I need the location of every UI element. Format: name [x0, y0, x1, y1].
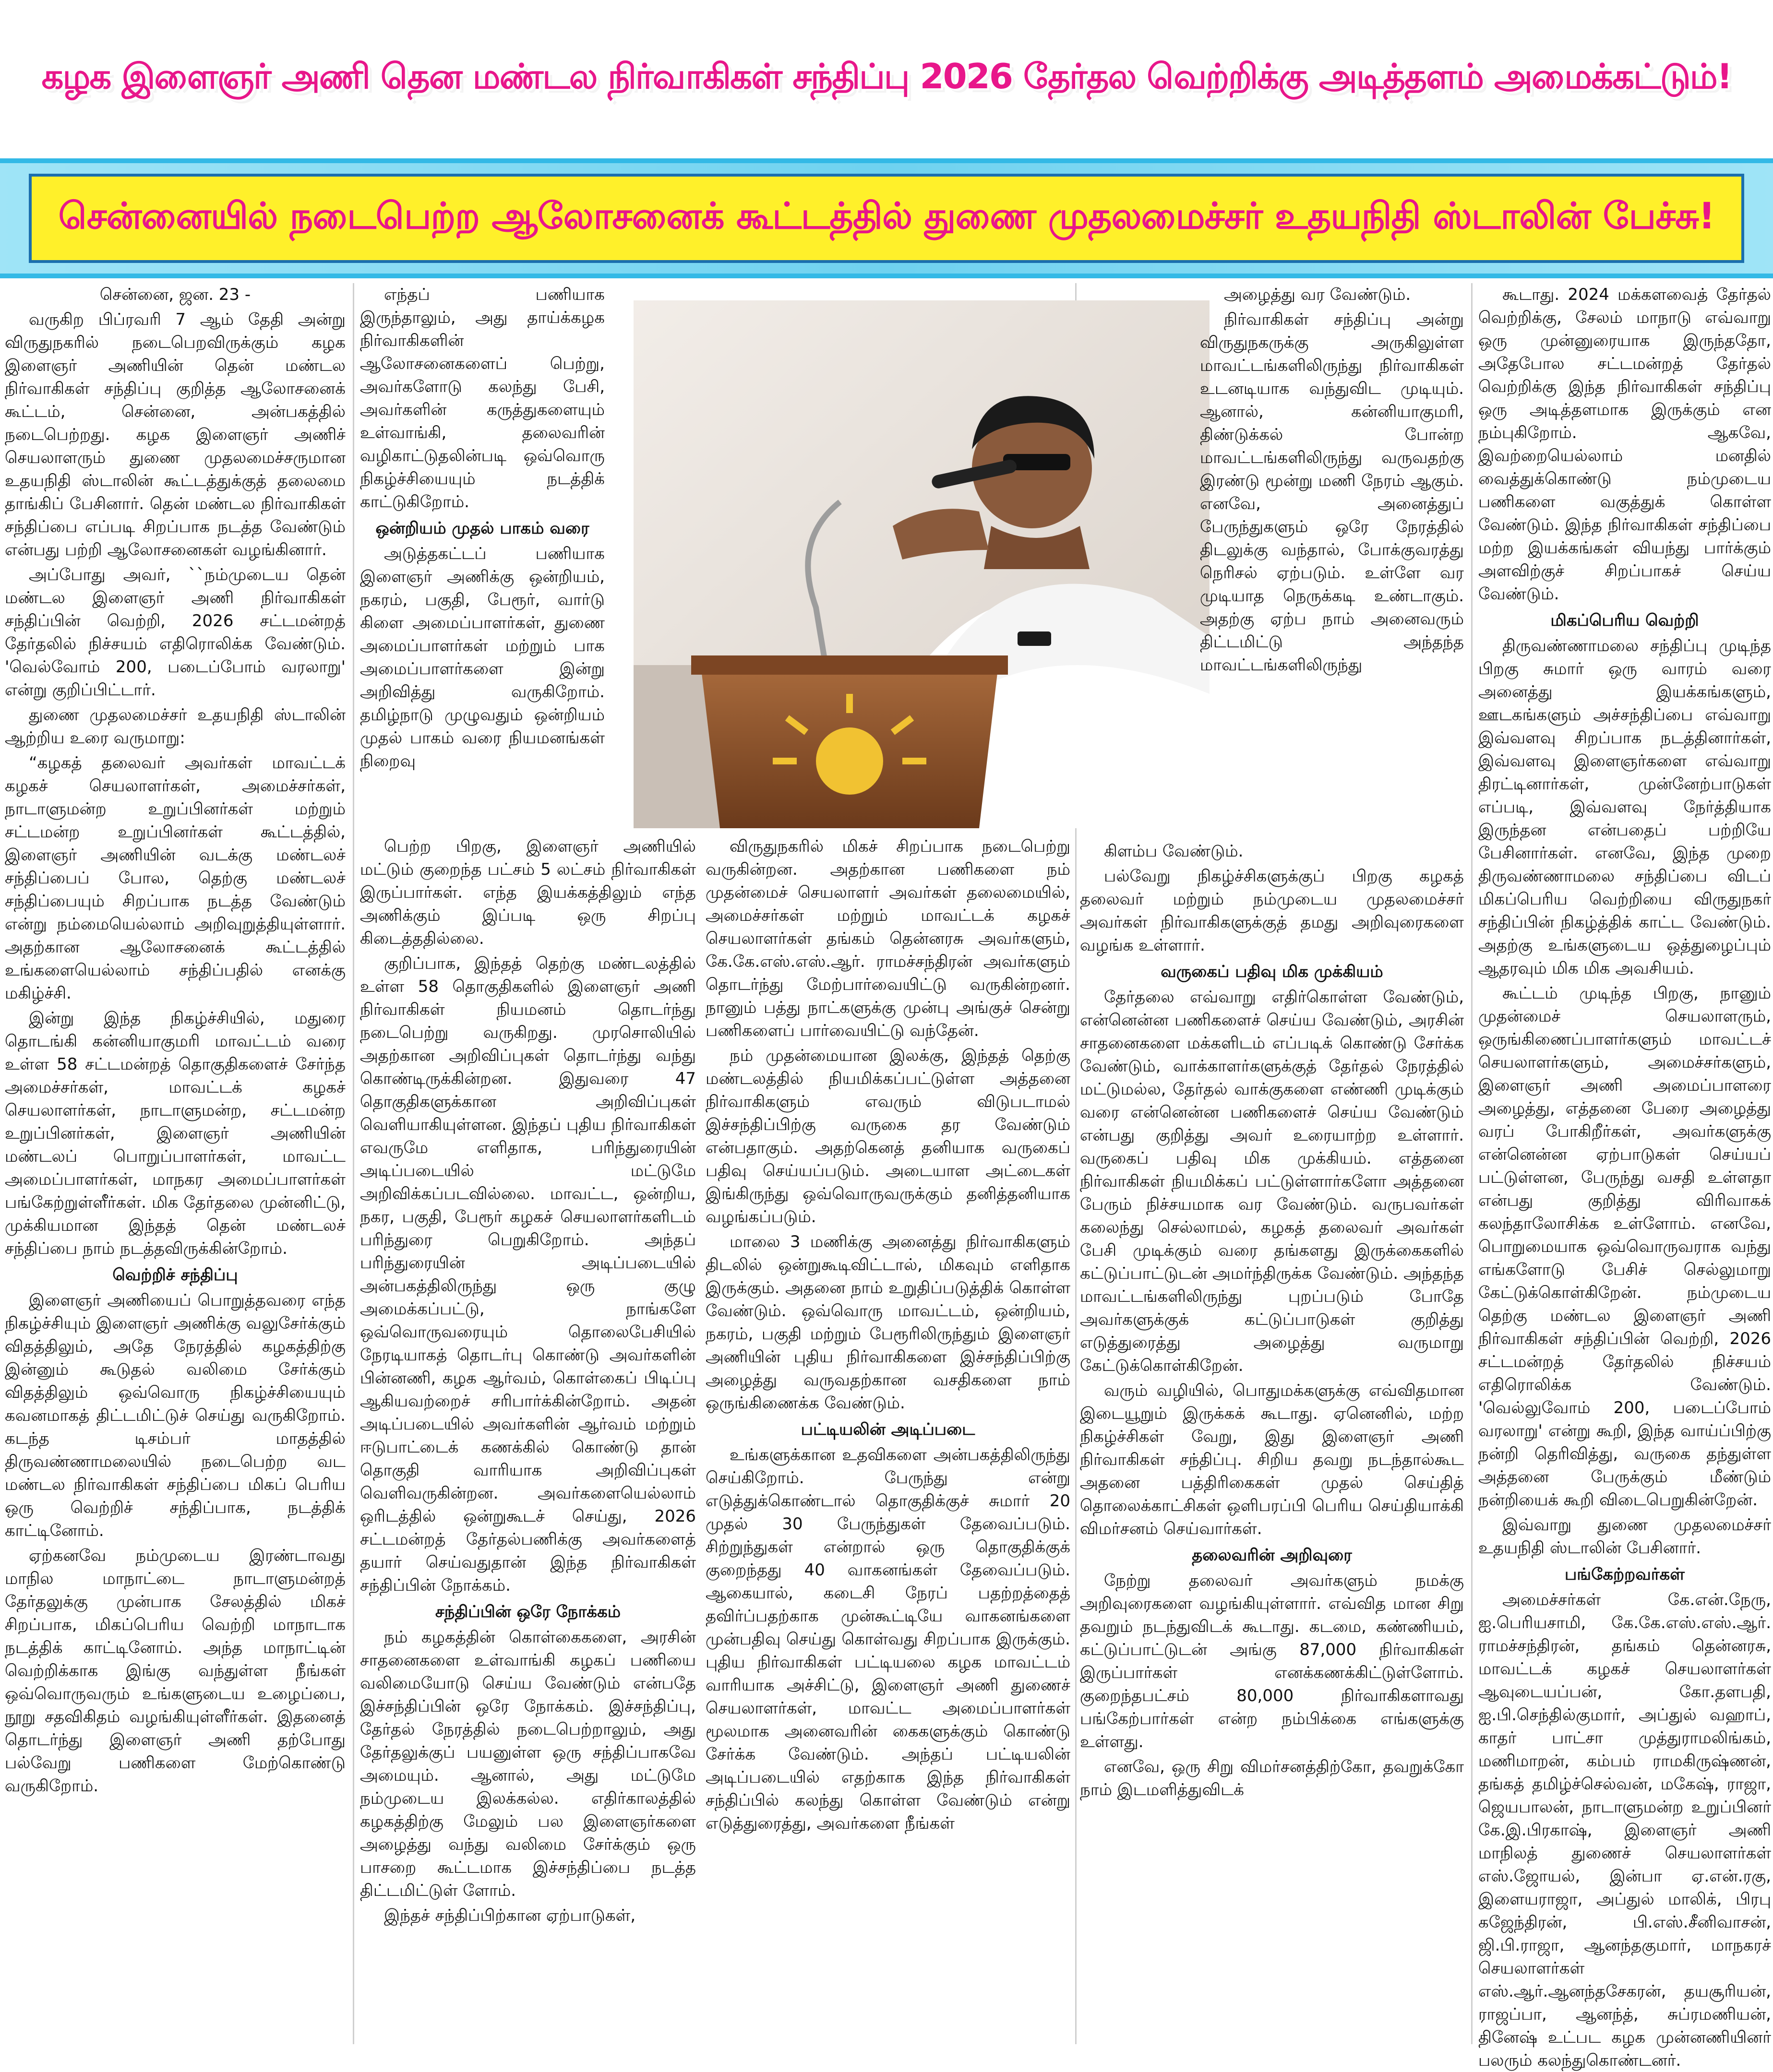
paragraph: பல்வேறு நிகழ்ச்சிகளுக்குப் பிறகு கழகத் தலைவர் மற்றும் நம்முடைய முதலமைச்சர் அவர்கள் நிர்வாகிகளுக்குத் தமது அறிவுரைகளை வழங்க உள்ளார்.: [1080, 867, 1464, 955]
paragraph: மாலை 3 மணிக்கு அனைத்து நிர்வாகிகளும் திடலில் ஒன்றுகூடிவிட்டால், மிகவும் எளிதாக இருக்கும். அதனை நாம் உறுதிப்படுத்திக் கொள்ள வேண்டும். ஒவ்வொரு மாவட்டம், ஒன்றியம், நகரம், பகுதி மற்றும் பேரூரிலிருந்தும் இளைஞர் அணியின் புதிய நிர்வாகிகளை இச்சந்திப்பிற்கு அழைத்து வருவதற்கான வசதிகளை நாம் ஒருங்கிணைக்க வேண்டும்.: [706, 1232, 1070, 1413]
subheadline: சென்னையில் நடைபெற்ற ஆலோசனைக் கூட்டத்தில் துணை முதலமைச்சர் உதயநிதி ஸ்டாலின் பேச்சு!: [58, 194, 1715, 237]
subheadline-frame: [0, 158, 1773, 278]
paragraph: இவ்வாறு துணை முதலமைச்சர் உதயநிதி ஸ்டாலின் பேசினார்.: [1478, 1515, 1771, 1558]
article-column-1: [5, 283, 346, 2044]
paragraph: அடுத்தகட்டப் பணியாக இளைஞர் அணிக்கு ஒன்றியம், நகரம், பகுதி, பேரூர், வார்டு கிளை அமைப்பாளர்கள், துணை அமைப்பாளர்கள் மற்றும் பாக அமைப்பாளர்களை இன்று அறிவித்து வருகிறோம். தமிழ்நாடு முழுவதும் ஒன்றியம் முதல் பாகம் வரை நியமனங்கள் நிறைவு: [360, 544, 605, 771]
paragraph: நம் முதன்மையான இலக்கு, இந்தத் தெற்கு மண்டலத்தில் நியமிக்கப்பட்டுள்ள அத்தனை நிர்வாகிகளும் எவரும் விடுபடாமல் இச்சந்திப்பிற்கு வருகை தர வேண்டும் என்பதாகும். அதற்கெனத் தனியாக வருகைப் பதிவு செய்யப்படும். அடையாள அட்டைகள் இங்கிருந்து ஒவ்வொருவருக்கும் தனித்தனியாக வழங்கப்படும்.: [706, 1046, 1070, 1227]
paragraph: “கழகத் தலைவர் அவர்கள் மாவட்டக் கழகச் செயலாளர்கள், அமைச்சர்கள், நாடாளுமன்ற உறுப்பினர்கள் மற்றும் சட்டமன்ற உறுப்பினர்கள் கூட்டத்தில், இளைஞர் அணியின் வடக்கு மண்டலச் சந்திப்பைப் போல, தெற்கு மண்டலச் சந்திப்பையும் சிறப்பாக நடத்த வேண்டும் என்று நம்மையெல்லாம் அறிவுறுத்தியுள்ளார். அதற்கான ஆலோசனைக் கூட்டத்தில் உங்களையெல்லாம் சந்திப்பதில் எனக்கு மகிழ்ச்சி.: [5, 753, 346, 1003]
paragraph: இன்று இந்த நிகழ்ச்சியில், மதுரை தொடங்கி கன்னியாகுமரி மாவட்டம் வரை உள்ள 58 சட்டமன்றத் தொகுதிகளைச் சேர்ந்த அமைச்சர்கள், மாவட்டக் கழகச் செயலாளர்கள், நாடாளுமன்ற, சட்டமன்ற உறுப்பினர்கள், இளைஞர் அணியின் மண்டலப் பொறுப்பாளர்கள், மாவட்ட அமைப்பாளர்கள், மாநகர அமைப்பாளர்கள் பங்கேற்றுள்ளீர்கள். மிக தேர்தலை முன்னிட்டு, முக்கியமான இந்தத் தென் மண்டலச் சந்திப்பை நாம் நடத்தவிருக்கின்றோம்.: [5, 1009, 346, 1258]
section-heading: வெற்றிச் சந்திப்பு: [112, 1265, 238, 1285]
paragraph: அமைச்சர்கள் கே.என்.நேரு, ஐ.பெரியசாமி, கே.கே.எஸ்.எஸ்.ஆர். ராமச்சந்திரன், தங்கம் தென்னரசு, மாவட்டக் கழகச் செயலாளர்கள் ஆவுடையப்பன், கோ.தளபதி, ஐ.பி.செந்தில்குமார், அப்துல் வஹாப், காதர் பாட்சா முத்துராமலிங்கம், மணிமாறன், கம்பம் ராமகிருஷ்ணன், தங்கத் தமிழ்ச்செல்வன், மகேஷ், ராஜா, ஜெயபாலன், நாடாளுமன்ற உறுப்பினர் கே.இ.பிரகாஷ், இளைஞர் அணி மாநிலத் துணைச் செயலாளர்கள் எஸ்.ஜோயல், இன்பா ஏ.என்.ரகு, இளையராஜா, அப்துல் மாலிக், பிரபு கஜேந்திரன், பி.எஸ்.சீனிவாசன், ஜி.பி.ராஜா, ஆனந்தகுமார், மாநகரச் செயலாளர்கள் எஸ்.ஆர்.ஆனந்தசேகரன், தயசூரியன், ராஜப்பா, ஆனந்த், சுப்ரமணியன், தினேஷ் உட்பட கழக முன்னணியினர் பலரும் கலந்துகொண்டனர்.: [1478, 1590, 1771, 2070]
paragraph: இளைஞர் அணியைப் பொறுத்தவரை எந்த நிகழ்ச்சியும் இளைஞர் அணிக்கு வலுசேர்க்கும் விதத்திலும், அதே நேரத்தில் கழகத்திற்கு இன்னும் கூடுதல் வலிமை சேர்க்கும் விதத்திலும் ஒவ்வொரு நிகழ்ச்சியையும் கவனமாகத் திட்டமிட்டுச் செய்து வருகிறோம். கடந்த டிசம்பர் மாதத்தில் திருவண்ணாமலையில் நடைபெற்ற வட மண்டல நிர்வாகிகள் சந்திப்பை மிகப் பெரிய ஒரு வெற்றிச் சந்திப்பாக, நடத்திக் காட்டினோம்.: [5, 1291, 346, 1540]
paragraph: தேர்தலை எவ்வாறு எதிர்கொள்ள வேண்டும், என்னென்ன பணிகளைச் செய்ய வேண்டும், அரசின் சாதனைகளை மக்களிடம் எப்படிக் கொண்டு சேர்க்க வேண்டும், வாக்காளர்களுக்குத் தேர்தல் நேரத்தில் மட்டுமல்ல, தேர்தல் வாக்குகளை எண்ணி முடிக்கும் வரை என்னென்ன பணிகளைச் செய்ய வேண்டும் என்பது குறித்து அவர் உரையாற்ற உள்ளார். வருகைப் பதிவு மிக முக்கியம். எத்தனை நிர்வாகிகள் நியமிக்கப் பட்டுள்ளார்களோ அத்தனை பேரும் நிச்சயமாக வர வேண்டும். வருபவர்கள் கலைந்து செல்லாமல், கழகத் தலைவர் அவர்கள் பேசி முடிக்கும் வரை தங்களது இருக்கைகளில் கட்டுப்பாட்டுடன் அமர்ந்திருக்க வேண்டும். அந்தந்த மாவட்டங்களிலிருந்து புறப்படும் போதே அவர்களுக்குக் கட்டுப்பாடுகள் குறித்து எடுத்துரைத்து அழைத்து வருமாறு கேட்டுக்கொள்கிறேன்.: [1080, 988, 1464, 1375]
column-divider: [353, 283, 354, 2044]
paragraph: நம் கழகத்தின் கொள்கைகளை, அரசின் சாதனைகளை உள்வாங்கி கழகப் பணியை வலிமையோடு செய்ய வேண்டும் என்பதே இச்சந்திப்பின் ஒரே நோக்கம். இச்சந்திப்பு, தேர்தல் நேரத்தில் நடைபெற்றாலும், அது தேர்தலுக்குப் பயனுள்ள ஒரு சந்திப்பாகவே அமையும். ஆனால், அது மட்டுமே நம்முடைய இலக்கல்ல. எதிர்காலத்தில் கழகத்திற்கு மேலும் பல இளைஞர்களை அழைத்து வந்து வலிமை சேர்க்கும் ஒரு பாசறை கூட்டமாக இச்சந்திப்பை நடத்த திட்டமிட்டுள் ளோம்.: [360, 1628, 696, 1900]
paragraph: துணை முதலமைச்சர் உதயநிதி ஸ்டாலின் ஆற்றிய உரை வருமாறு:: [5, 705, 346, 748]
article-column-2-top: [360, 283, 605, 835]
paragraph: அழைத்து வர வேண்டும்.: [1224, 285, 1411, 304]
speaker-photo: [634, 300, 1210, 828]
paragraph: நேற்று தலைவர் அவர்களும் நமக்கு அறிவுரைகளை வழங்கியுள்ளார். எவ்வித மான சிறு தவறும் நடந்துவிடக் கூடாது. கடமை, கண்ணியம், கட்டுப்பாட்டுடன் அங்கு 87,000 நிர்வாகிகள் இருப்பார்கள் எனக்கணக்கிட்டுள்ளோம். குறைந்தபட்சம் 80,000 நிர்வாகிகளாவது பங்கேற்பார்கள் என்ற நம்பிக்கை எங்களுக்கு உள்ளது.: [1080, 1571, 1464, 1751]
section-heading: பங்கேற்றவர்கள்: [1565, 1565, 1685, 1584]
paragraph: உங்களுக்கான உதவிகளை அன்பகத்திலிருந்து செய்கிறோம். பேருந்து என்று எடுத்துக்கொண்டால் தொகுதிக்குச் சுமார் 20 முதல் 30 பேருந்துகள் தேவைப்படும். சிற்றுந்துகள் என்றால் ஒரு தொகுதிக்குக் குறைந்தது 40 வாகனங்கள் தேவைப்படும். ஆகையால், கடைசி நேரப் பதற்றத்தைத் தவிர்ப்பதற்காக முன்கூட்டியே வாகனங்களை முன்பதிவு செய்து கொள்வது சிறப்பாக இருக்கும். புதிய நிர்வாகிகள் பட்டியலை கழக மாவட்டம் வாரியாக அச்சிட்டு, இளைஞர் அணி துணைச் செயலாளர்கள், மாவட்ட அமைப்பாளர்கள் மூலமாக அனைவரின் கைகளுக்கும் கொண்டு சேர்க்க வேண்டும். அந்தப் பட்டியலின் அடிப்படையில் எதற்காக இந்த நிர்வாகிகள் சந்திப்பில் கலந்து கொள்ள வேண்டும் என்று எடுத்துரைத்து, அவர்களை நீங்கள்: [706, 1445, 1070, 1833]
paragraph: நிர்வாகிகள் சந்திப்பு அன்று விருதுநகருக்கு அருகிலுள்ள மாவட்டங்களிலிருந்து நிர்வாகிகள் உடனடியாக வந்துவிட முடியும். ஆனால், கன்னியாகுமரி, திண்டுக்கல் போன்ற மாவட்டங்களிலிருந்து வருவதற்கு இரண்டு மூன்று மணி நேரம் ஆகும். எனவே, அனைத்துப் பேருந்துகளும் ஒரே நேரத்தில் திடலுக்கு வந்தால், போக்குவரத்து நெரிசல் ஏற்படும். உள்ளே வர முடியாத நெருக்கடி உண்டாகும். அதற்கு ஏற்ப நாம் அனைவரும் திட்டமிட்டு அந்தந்த மாவட்டங்களிலிருந்து: [1200, 310, 1464, 675]
article-column-4: [1080, 840, 1464, 2044]
section-heading: ஒன்றியம் முதல் பாகம் வரை: [375, 519, 589, 538]
section-heading: வருகைப் பதிவு மிக முக்கியம்: [1161, 962, 1383, 981]
paragraph: எந்தப் பணியாக இருந்தாலும், அது தாய்க்கழக நிர்வாகிகளின் ஆலோசனைகளைப் பெற்று, அவர்களோடு கலந்து பேசி, அவர்களின் கருத்துகளையும் உள்வாங்கி, தலைவரின் வழிகாட்டுதலின்படி ஒவ்வொரு நிகழ்ச்சியையும் நடத்திக் காட்டுகிறோம்.: [360, 285, 605, 512]
paragraph: ஏற்கனவே நம்முடைய இரண்டாவது மாநில மாநாட்டை நாடாளுமன்றத் தேர்தலுக்கு முன்பாக சேலத்தில் மிகச் சிறப்பாக, மிகப்பெரிய வெற்றி மாநாடாக நடத்திக் காட்டினோம். அந்த மாநாட்டின் வெற்றிக்காக இங்கு வந்துள்ள நீங்கள் ஒவ்வொருவரும் உங்களுடைய உழைப்பை, நூறு சதவிகிதம் வழங்கியுள்ளீர்கள். இதனைத் தொடர்ந்து இளைஞர் அணி தற்போது பல்வேறு பணிகளை மேற்கொண்டு வருகிறோம்.: [5, 1546, 346, 1796]
paragraph: கூட்டம் முடிந்த பிறகு, நானும் முதன்மைச் செயலாளரும், ஒருங்கிணைப்பாளர்களும் மாவட்டச் செயலாளர்களும், அமைச்சர்களும், இளைஞர் அணி அமைப்பாளரை அழைத்து, எத்தனை பேரை அழைத்து வரப் போகிறீர்கள், அவர்களுக்கு என்னென்ன ஏற்பாடுகள் செய்யப் பட்டுள்ளன, பேருந்து வசதி உள்ளதா என்பது குறித்து விரிவாகக் கலந்தாலோசிக்க உள்ளோம். எனவே, பொறுமையாக ஒவ்வொருவராக வந்து எங்களோடு பேசிச் செல்லுமாறு கேட்டுக்கொள்கிறேன். நம்முடைய தெற்கு மண்டல இளைஞர் அணி நிர்வாகிகள் சந்திப்பின் வெற்றி, 2026 சட்டமன்றத் தேர்தலில் நிச்சயம் எதிரொலிக்க வேண்டும். 'வெல்லுவோம் 200, படைப்போம் வரலாறு' என்று கூறி, இந்த வாய்ப்பிற்கு நன்றி தெரிவித்து, வருகை தந்துள்ள அத்தனை பேருக்கும் மீண்டும் நன்றியைக் கூறி விடைபெறுகின்றேன்.: [1478, 984, 1771, 1510]
paragraph: அப்போது அவர், ``நம்முடைய தென் மண்டல இளைஞர் அணி நிர்வாகிகள் சந்திப்பின் வெற்றி, 2026 சட்டமன்றத் தேர்தலில் நிச்சயம் எதிரொலிக்க வேண்டும். 'வெல்வோம் 200, படைப்போம் வரலாறு' என்று குறிப்பிட்டார்.: [5, 565, 346, 700]
article-column-4-top: [1200, 283, 1464, 840]
speaker-photo-illustration: [634, 300, 1210, 828]
subheadline-banner: [29, 174, 1744, 263]
headline: கழக இளைஞர் அணி தென மண்டல நிர்வாகிகள் சந்திப்பு 2026 தேர்தல வெற்றிக்கு அடித்தளம் அமைக்கட்டும்!: [41, 56, 1732, 97]
headline-banner: [0, 0, 1773, 154]
column-divider: [1471, 283, 1473, 2044]
article-column-2-bottom: [360, 835, 696, 2044]
section-heading: மிகப்பெரிய வெற்றி: [1550, 611, 1699, 630]
paragraph: வருகிற பிப்ரவரி 7 ஆம் தேதி அன்று விருதுநகரில் நடைபெறவிருக்கும் கழக இளைஞர் அணியின் தென் மண்டல நிர்வாகிகள் சந்திப்பு குறித்த ஆலோசனைக் கூட்டம், சென்னை, அன்பகத்தில் நடைபெற்றது. கழக இளைஞர் அணிச் செயலாளரும் துணை முதலமைச்சருமான உதயநிதி ஸ்டாலின் கூட்டத்துக்குத் தலைமை தாங்கிப் பேசினார். தென் மண்டல நிர்வாகிகள் சந்திப்பை எப்படி சிறப்பாக நடத்த வேண்டும் என்பது பற்றி ஆலோசனைகள் வழங்கினார்.: [5, 310, 346, 560]
dateline: சென்னை, ஜன. 23 -: [99, 285, 251, 304]
paragraph: வரும் வழியில், பொதுமக்களுக்கு எவ்விதமான இடையூறும் இருக்கக் கூடாது. ஏனெனில், மற்ற நிகழ்ச்சிகள் வேறு, இது இளைஞர் அணி நிர்வாகிகள் சந்திப்பு. சிறிய தவறு நடந்தால்கூட அதனை பத்திரிகைகள் முதல் செய்தித் தொலைக்காட்சிகள் ஒளிபரப்பி பெரிய செய்தியாக்கி விமர்சனம் செய்வார்கள்.: [1080, 1381, 1464, 1538]
article-body: [0, 283, 1773, 2070]
paragraph: இந்தச் சந்திப்பிற்கான ஏற்பாடுகள்,: [384, 1906, 636, 1925]
paragraph: கிளம்ப வேண்டும்.: [1104, 842, 1244, 861]
section-heading: சந்திப்பின் ஒரே நோக்கம்: [435, 1602, 621, 1621]
article-column-3: [706, 835, 1070, 2044]
section-heading: தலைவரின் அறிவுரை: [1192, 1546, 1352, 1565]
section-heading: பட்டியலின் அடிப்படை: [801, 1420, 975, 1439]
paragraph: விருதுநகரில் மிகச் சிறப்பாக நடைபெற்று வருகின்றன. அதற்கான பணிகளை நம் முதன்மைச் செயலாளர் அவர்கள் தலைமையில், அமைச்சர்கள் மற்றும் மாவட்டக் கழகச் செயலாளர்கள் தங்கம் தென்னரசு அவர்களும், கே.கே.எஸ்.எஸ்.ஆர். ராமச்சந்திரன் அவர்களும் தொடர்ந்து மேற்பார்வையிட்டு வருகின்றனர். நானும் பத்து நாட்களுக்கு முன்பு அங்குச் சென்று பணிகளைப் பார்வையிட்டு வந்தேன்.: [706, 837, 1070, 1040]
paragraph: கூடாது. 2024 மக்களவைத் தேர்தல் வெற்றிக்கு, சேலம் மாநாடு எவ்வாறு ஒரு முன்னுரையாக இருந்ததோ, அதேபோல சட்டமன்றத் தேர்தல் வெற்றிக்கு இந்த நிர்வாகிகள் சந்திப்பு ஒரு அடித்தளமாக இருக்கும் என நம்புகிறோம். ஆகவே, இவற்றையெல்லாம் மனதில் வைத்துக்கொண்டு நம்முடைய பணிகளை வகுத்துக் கொள்ள வேண்டும். இந்த நிர்வாகிகள் சந்திப்பை மற்ற இயக்கங்கள் வியந்து பார்க்கும் அளவிற்குச் சிறப்பாகச் செய்ய வேண்டும்.: [1478, 285, 1771, 604]
paragraph: குறிப்பாக, இந்தத் தெற்கு மண்டலத்தில் உள்ள 58 தொகுதிகளில் இளைஞர் அணி நிர்வாகிகள் நியமனம் தொடர்ந்து நடைபெற்று வருகிறது. முரசொலியில் அதற்கான அறிவிப்புகள் தொடர்ந்து வந்து கொண்டிருக்கின்றன. இதுவரை 47 தொகுதிகளுக்கான அறிவிப்புகள் வெளியாகியுள்ளன. இந்தப் புதிய நிர்வாகிகள் எவருமே எளிதாக, பரிந்துரையின் அடிப்படையில் மட்டுமே அறிவிக்கப்படவில்லை. மாவட்ட, ஒன்றிய, நகர, பகுதி, பேரூர் கழகச் செயலாளர்களிடம் பரிந்துரை பெறுகிறோம். அந்தப் பரிந்துரையின் அடிப்படையில் அன்பகத்திலிருந்து ஒரு குழு அமைக்கப்பட்டு, நாங்களே ஒவ்வொருவரையும் தொலைபேசியில் நேரடியாகத் தொடர்பு கொண்டு அவர்களின் பின்னணி, கழக ஆர்வம், கொள்கைப் பிடிப்பு ஆகியவற்றைச் சரிபார்க்கின்றோம். அதன் அடிப்படையில் அவர்களின் ஆர்வம் மற்றும் ஈடுபாட்டைக் கணக்கில் கொண்டு தான் தொகுதி வாரியாக அறிவிப்புகள் வெளிவருகின்றன. அவர்களையெல்லாம் ஒரிடத்தில் ஒன்றுகூடச் செய்து, 2026 சட்டமன்றத் தேர்தல்பணிக்கு அவர்களைத் தயார் செய்வதுதான் இந்த நிர்வாகிகள் சந்திப்பின் நோக்கம்.: [360, 954, 696, 1595]
paragraph: பெற்ற பிறகு, இளைஞர் அணியில் மட்டும் குறைந்த பட்சம் 5 லட்சம் நிர்வாகிகள் இருப்பார்கள். எந்த இயக்கத்திலும் எந்த அணிக்கும் இப்படி ஒரு சிறப்பு கிடைத்ததில்லை.: [360, 837, 696, 948]
paragraph: எனவே, ஒரு சிறு விமர்சனத்திற்கோ, தவறுக்கோ நாம் இடமளித்துவிடக்: [1080, 1757, 1464, 1799]
article-column-5: [1478, 283, 1771, 2070]
paragraph: திருவண்ணாமலை சந்திப்பு முடிந்த பிறகு சுமார் ஒரு வாரம் வரை அனைத்து இயக்கங்களும், ஊடகங்களும் அச்சந்திப்பை எவ்வாறு இவ்வளவு சிறப்பாக நடத்தினார்கள், இவ்வளவு இளைஞர்களை எவ்வாறு திரட்டினார்கள், முன்னேற்பாடுகள் எப்படி, இவ்வளவு நேர்த்தியாக இருந்தன என்பதைப் பற்றியே பேசினார்கள். எனவே, இந்த முறை திருவண்ணாமலை சந்திப்பை விடப் மிகப்பெரிய வெற்றியை விருதுநகர் சந்திப்பின் நிகழ்த்திக் காட்ட வேண்டும். அதற்கு உங்களுடைய ஒத்துழைப்பும் ஆதரவும் மிக மிக அவசியம்.: [1478, 636, 1771, 978]
